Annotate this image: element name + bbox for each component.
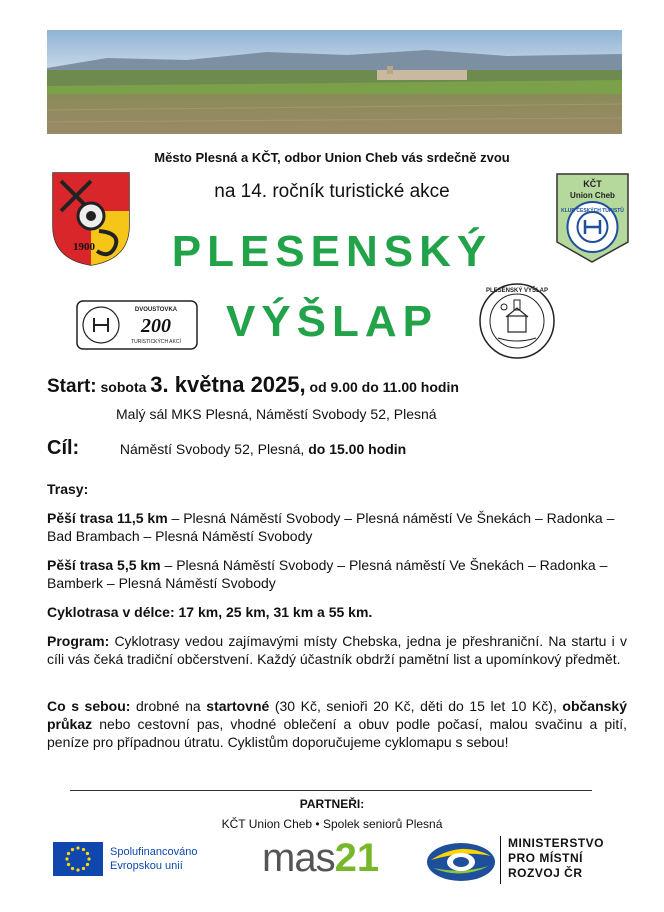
svg-text:KČT: KČT — [583, 179, 602, 189]
start-label: Start: — [47, 376, 97, 397]
walking-route-short — [47, 556, 627, 592]
start-date: 3. května 2025, — [150, 372, 306, 397]
svg-text:TURISTICKÝCH AKCÍ: TURISTICKÝCH AKCÍ — [131, 339, 181, 345]
edition-line: na 14. ročník turistické akce — [214, 181, 450, 202]
bring-label: Co s sebou: — [47, 698, 131, 714]
eu-flag-icon — [53, 842, 103, 876]
crest-year: 1900 — [73, 241, 95, 253]
kct-union-cheb-logo — [555, 172, 630, 264]
walk1-text: – Plesná Náměstí Svobody – Plesná náměstí Ve Šnekách – Radonka – Bad Brambach – Plesná Náměstí Svobody — [47, 510, 615, 544]
town-crest-logo — [51, 171, 131, 267]
program-label: Program: — [47, 633, 110, 649]
id-card-label: občanský průkaz — [47, 698, 627, 732]
svg-text:200: 200 — [141, 315, 171, 337]
finish-label: Cíl: — [47, 437, 80, 459]
walk2-text: – Plesná Náměstí Svobody – Plesná náměstí Ve Šnekách – Radonka – Bamberk – Plesná Náměstí Svobody — [47, 557, 608, 591]
program-text: Cyklotrasy vedou zajímavými místy Chebska, jedna je přeshraniční. Na startu i v cíli vás čeká tradiční občerstvení. Každý účastník obdrží pamětní list a upomínkový předmět. — [47, 633, 627, 667]
svg-text:DVOUSTOVKA: DVOUSTOVKA — [134, 307, 178, 313]
bike-routes: Cyklotrasa v délce: 17 km, 25 km, 31 km a 55 km. — [47, 604, 373, 620]
dvoustovka-badge-logo — [76, 300, 198, 350]
event-title-line1: PLESENSKÝ — [171, 227, 493, 276]
mas21-logo: mas21 — [262, 836, 380, 880]
bring-paragraph: Co s sebou: drobné na startovné (30 Kč, senioři 20 Kč, děti do 15 let 10 Kč), občanský průkaz nebo cestovní pas, vhodné oblečení a obuv podle počasí, malou svačinu a pití, peníze pro případnou útratu. Cyklistům doporučujeme cyklomapu s sebou! — [47, 698, 627, 750]
mmr-text: MINISTERSTVO PRO MÍSTNÍ ROZVOJ ČR — [508, 836, 605, 880]
walk2-label: Pěší trasa 5,5 km — [47, 557, 161, 573]
svg-text:PLESENSKÝ VÝŠLAP: PLESENSKÝ VÝŠLAP — [485, 288, 549, 294]
eu-cofunded-text: Spolufinancováno Evropskou unií — [110, 846, 198, 872]
mmr-emblem-icon — [425, 838, 497, 884]
fee-label: startovné — [206, 698, 270, 714]
landscape-photo — [47, 30, 622, 134]
mmr-divider — [500, 836, 501, 884]
partners-list: KČT Union Cheb • Spolek seniorů Plesná — [221, 817, 443, 831]
event-title-line2: VÝŠLAP — [225, 297, 439, 346]
vyslap-stamp-logo — [478, 282, 556, 360]
finish-time: do 15.00 hodin — [308, 441, 407, 457]
start-info — [47, 372, 459, 398]
start-time: od 9.00 do 11.00 hodin — [309, 379, 459, 395]
routes-heading: Trasy: — [47, 481, 89, 497]
walk1-label: Pěší trasa 11,5 km — [47, 510, 168, 526]
divider — [70, 790, 592, 791]
svg-text:Union Cheb: Union Cheb — [570, 191, 615, 200]
invitation-line: Město Plesná a KČT, odbor Union Cheb vás srdečně zvou — [154, 150, 510, 165]
start-venue: Malý sál MKS Plesná, Náměstí Svobody 52, Plesná — [116, 406, 437, 422]
program-paragraph — [47, 632, 627, 668]
walking-route-long — [47, 509, 627, 545]
finish-info — [47, 437, 406, 460]
start-day: sobota — [100, 379, 147, 395]
finish-place: Náměstí Svobody 52, Plesná, — [119, 441, 305, 457]
svg-text:KLUB ČESKÝCH TURISTŮ: KLUB ČESKÝCH TURISTŮ — [561, 208, 624, 214]
partners-heading: PARTNEŘI: — [299, 797, 365, 811]
